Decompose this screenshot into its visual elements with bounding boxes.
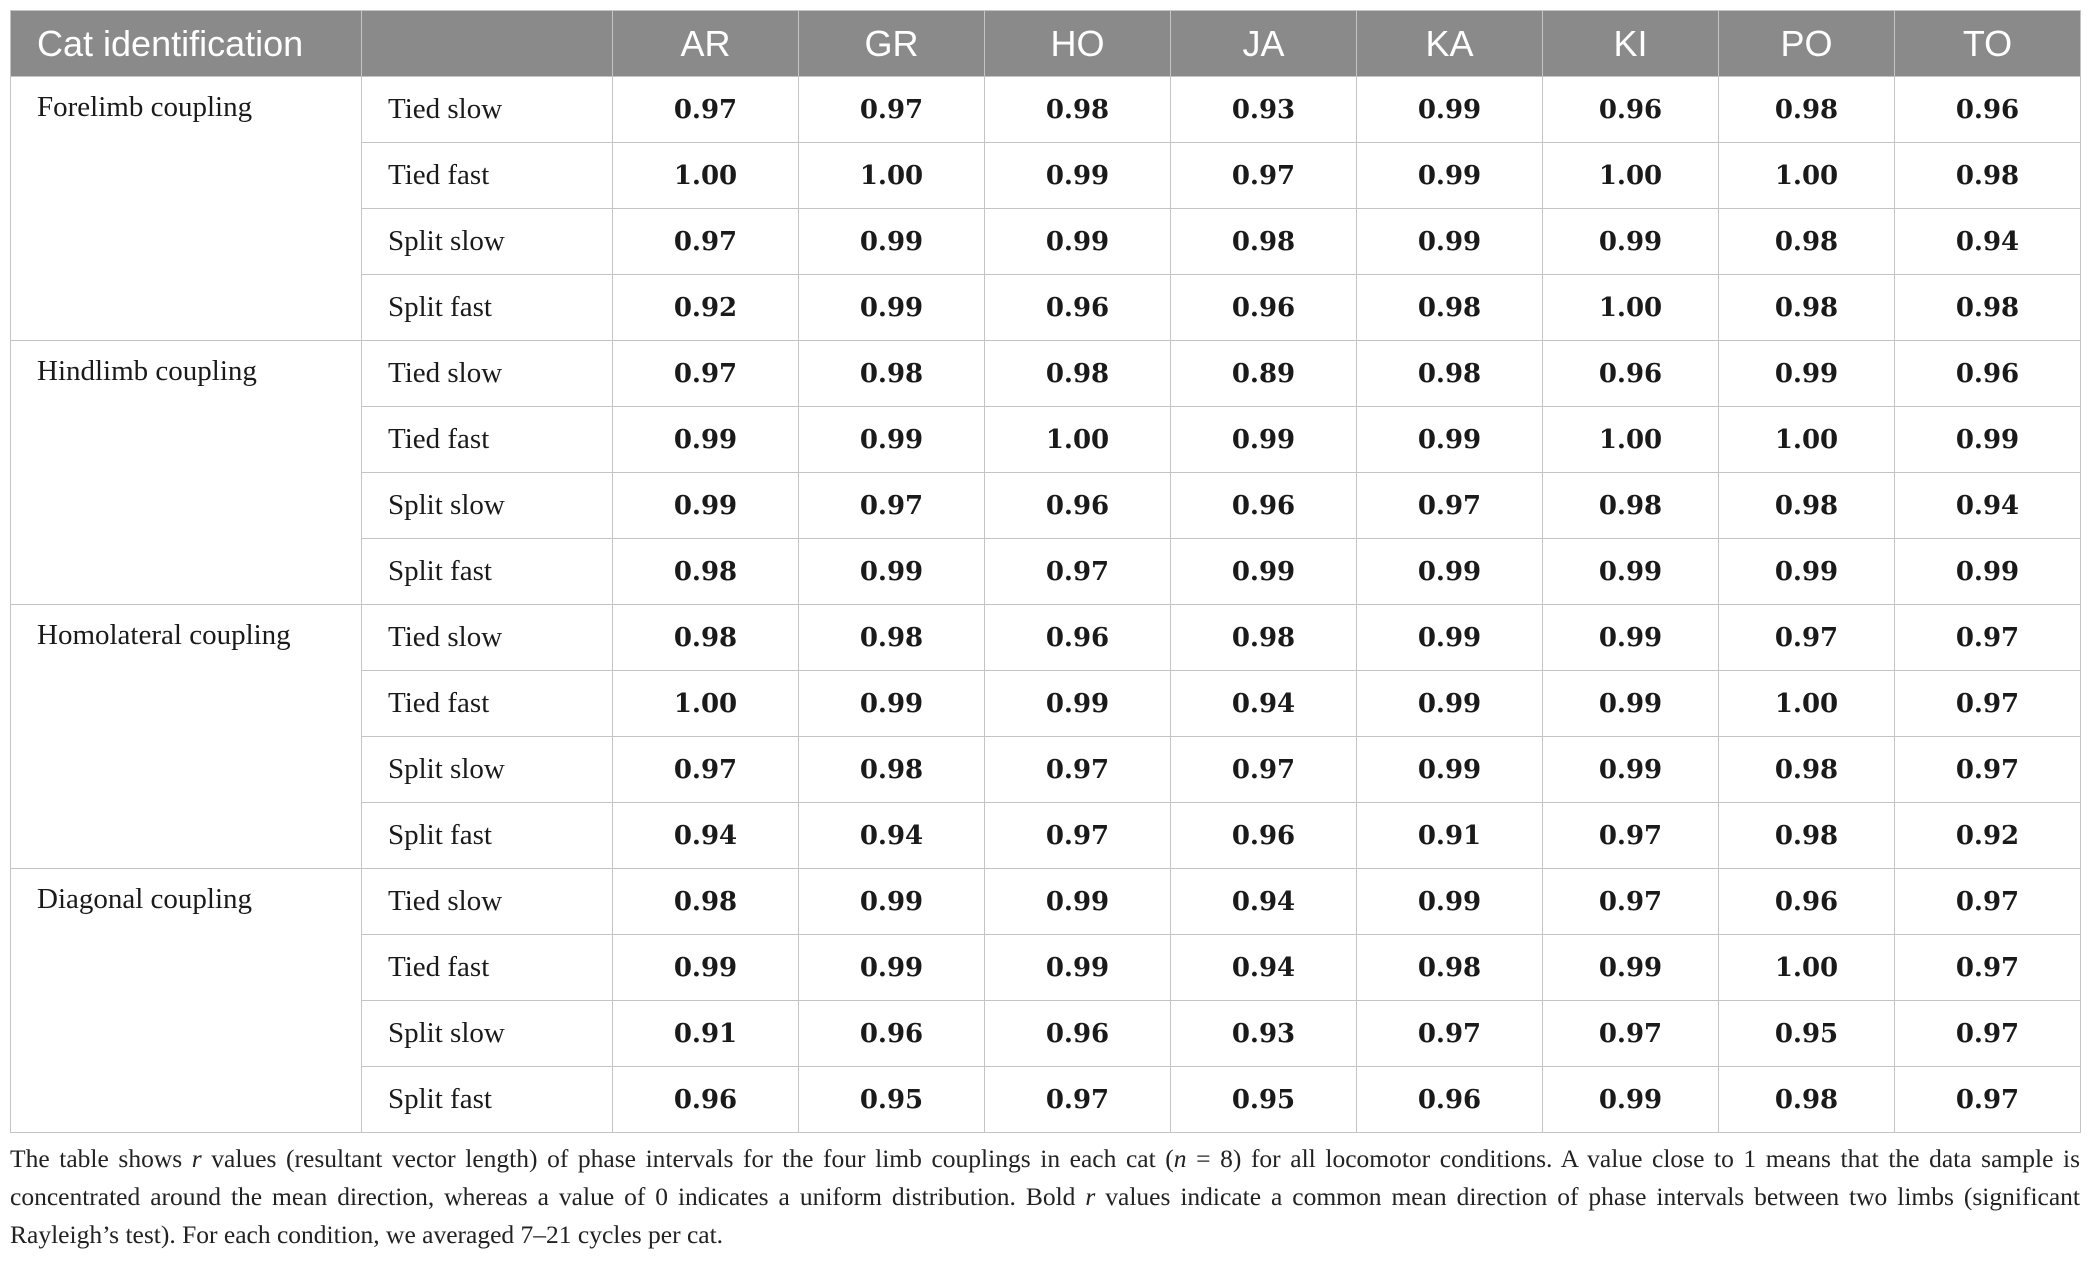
r-value-cell: 0.98 — [1357, 275, 1543, 341]
r-value-cell: 0.94 — [613, 803, 799, 869]
condition-label: Tied fast — [362, 935, 613, 1001]
r-value-cell: 0.99 — [799, 539, 985, 605]
table-row — [11, 605, 2081, 671]
table-container — [10, 10, 2080, 1133]
r-value-cell: 0.99 — [613, 935, 799, 1001]
table-row — [11, 869, 2081, 935]
r-value-cell: 0.97 — [985, 1067, 1171, 1133]
table-row — [11, 341, 2081, 407]
r-value-cell: 0.98 — [613, 869, 799, 935]
condition-label: Split slow — [362, 737, 613, 803]
r-value-cell: 0.95 — [1171, 1067, 1357, 1133]
coupling-group-label: Diagonal coupling — [11, 869, 362, 1133]
r-value-cell: 0.97 — [1357, 473, 1543, 539]
r-value-cell: 1.00 — [613, 143, 799, 209]
r-value-cell: 0.99 — [1543, 209, 1719, 275]
r-value-cell: 0.99 — [1357, 737, 1543, 803]
r-value-cell: 1.00 — [613, 671, 799, 737]
r-value-cell: 0.99 — [799, 209, 985, 275]
r-value-cell: 0.99 — [1895, 407, 2081, 473]
r-value-cell: 0.96 — [1895, 77, 2081, 143]
r-value-cell: 0.97 — [613, 341, 799, 407]
caption-n-symbol: n — [1173, 1144, 1187, 1173]
coupling-group-label: Forelimb coupling — [11, 77, 362, 341]
r-value-cell: 0.99 — [799, 407, 985, 473]
r-value-cell: 0.99 — [1543, 605, 1719, 671]
coupling-group-label: Homolateral coupling — [11, 605, 362, 869]
header-row — [11, 11, 2081, 77]
r-value-cell: 0.99 — [985, 869, 1171, 935]
r-value-cell: 0.98 — [1895, 275, 2081, 341]
r-value-cell: 1.00 — [1719, 407, 1895, 473]
r-value-cell: 0.97 — [1895, 1001, 2081, 1067]
r-value-cell: 0.99 — [1719, 539, 1895, 605]
condition-label: Split fast — [362, 803, 613, 869]
r-value-cell: 1.00 — [1543, 275, 1719, 341]
r-value-cell: 0.98 — [1895, 143, 2081, 209]
r-value-cell: 0.91 — [613, 1001, 799, 1067]
condition-label: Split fast — [362, 539, 613, 605]
r-value-cell: 0.98 — [613, 539, 799, 605]
r-value-cell: 0.99 — [985, 143, 1171, 209]
r-value-cell: 0.97 — [613, 737, 799, 803]
header-cat: HO — [985, 11, 1171, 77]
r-value-cell: 0.95 — [799, 1067, 985, 1133]
r-value-cell: 0.98 — [1719, 209, 1895, 275]
r-value-cell: 0.97 — [1543, 803, 1719, 869]
condition-label: Tied fast — [362, 671, 613, 737]
r-value-cell: 0.99 — [1357, 143, 1543, 209]
r-value-cell: 1.00 — [985, 407, 1171, 473]
r-value-cell: 0.96 — [1895, 341, 2081, 407]
r-value-cell: 0.98 — [1719, 803, 1895, 869]
r-value-cell: 0.94 — [1895, 473, 2081, 539]
r-value-cell: 0.96 — [799, 1001, 985, 1067]
table-body — [11, 77, 2081, 1133]
r-value-cell: 0.97 — [613, 77, 799, 143]
r-value-cell: 0.96 — [1171, 275, 1357, 341]
condition-label: Tied fast — [362, 143, 613, 209]
r-value-cell: 0.96 — [1543, 77, 1719, 143]
r-value-cell: 0.94 — [1171, 869, 1357, 935]
r-value-cell: 0.99 — [1357, 77, 1543, 143]
r-value-cell: 0.99 — [799, 671, 985, 737]
header-cat: AR — [613, 11, 799, 77]
r-value-cell: 0.99 — [613, 473, 799, 539]
r-value-cell: 0.98 — [1719, 77, 1895, 143]
r-value-cell: 0.99 — [1357, 605, 1543, 671]
r-value-cell: 1.00 — [799, 143, 985, 209]
caption-text: The table shows — [10, 1144, 192, 1173]
r-value-cell: 0.96 — [985, 605, 1171, 671]
r-value-cell: 0.99 — [1719, 341, 1895, 407]
condition-label: Tied slow — [362, 869, 613, 935]
header-corner: Cat identification — [11, 11, 362, 77]
condition-label: Tied slow — [362, 341, 613, 407]
r-value-cell: 0.89 — [1171, 341, 1357, 407]
condition-label: Split slow — [362, 1001, 613, 1067]
r-value-cell: 0.98 — [985, 77, 1171, 143]
table-caption — [10, 1140, 2080, 1254]
r-value-cell: 0.97 — [613, 209, 799, 275]
r-value-cell: 0.91 — [1357, 803, 1543, 869]
header-cat: KI — [1543, 11, 1719, 77]
r-value-cell: 0.99 — [1895, 539, 2081, 605]
r-value-cell: 0.99 — [1543, 737, 1719, 803]
r-value-cell: 0.97 — [1171, 143, 1357, 209]
r-value-cell: 0.97 — [985, 539, 1171, 605]
r-value-cell: 0.93 — [1171, 77, 1357, 143]
condition-label: Split fast — [362, 1067, 613, 1133]
r-value-cell: 0.94 — [1171, 671, 1357, 737]
condition-label: Tied slow — [362, 77, 613, 143]
r-value-cell: 0.96 — [985, 275, 1171, 341]
header-cat: TO — [1895, 11, 2081, 77]
r-value-cell: 0.97 — [985, 803, 1171, 869]
r-value-cell: 0.98 — [613, 605, 799, 671]
r-value-cell: 0.99 — [985, 671, 1171, 737]
r-value-cell: 1.00 — [1719, 671, 1895, 737]
r-value-cell: 0.98 — [799, 737, 985, 803]
r-value-cell: 0.98 — [1719, 473, 1895, 539]
r-value-cell: 0.96 — [1357, 1067, 1543, 1133]
r-value-cell: 0.97 — [1895, 1067, 2081, 1133]
r-value-cell: 0.99 — [1357, 869, 1543, 935]
r-value-cell: 0.99 — [1171, 407, 1357, 473]
r-value-cell: 0.99 — [1543, 671, 1719, 737]
r-value-cell: 0.98 — [1171, 605, 1357, 671]
r-value-cell: 0.98 — [799, 341, 985, 407]
r-value-cell: 0.98 — [1357, 341, 1543, 407]
condition-label: Split slow — [362, 473, 613, 539]
r-value-cell: 0.99 — [799, 935, 985, 1001]
r-value-cell: 0.97 — [985, 737, 1171, 803]
r-value-cell: 0.99 — [613, 407, 799, 473]
r-value-cell: 0.99 — [1357, 407, 1543, 473]
condition-label: Split fast — [362, 275, 613, 341]
r-value-cell: 0.99 — [1543, 539, 1719, 605]
r-value-cell: 0.98 — [1357, 935, 1543, 1001]
header-cat: PO — [1719, 11, 1895, 77]
r-value-cell: 0.97 — [1543, 869, 1719, 935]
coupling-group-label: Hindlimb coupling — [11, 341, 362, 605]
r-value-cell: 1.00 — [1719, 143, 1895, 209]
r-value-cell: 0.92 — [613, 275, 799, 341]
r-value-cell: 0.98 — [1719, 275, 1895, 341]
r-value-cell: 0.96 — [1171, 473, 1357, 539]
r-value-cell: 0.97 — [1543, 1001, 1719, 1067]
r-value-cell: 0.99 — [1357, 209, 1543, 275]
r-value-cell: 0.99 — [985, 209, 1171, 275]
r-value-cell: 0.96 — [985, 473, 1171, 539]
r-value-cell: 0.92 — [1895, 803, 2081, 869]
table-row — [11, 77, 2081, 143]
r-value-cell: 0.97 — [799, 77, 985, 143]
r-value-cell: 0.97 — [799, 473, 985, 539]
r-value-cell: 0.98 — [1171, 209, 1357, 275]
header-cat: GR — [799, 11, 985, 77]
r-value-cell: 1.00 — [1543, 407, 1719, 473]
r-value-cell: 0.94 — [1171, 935, 1357, 1001]
condition-label: Split slow — [362, 209, 613, 275]
r-value-cell: 0.98 — [1719, 1067, 1895, 1133]
r-value-cell: 0.97 — [1895, 935, 2081, 1001]
r-value-cell: 0.97 — [1895, 869, 2081, 935]
r-value-cell: 0.99 — [1357, 671, 1543, 737]
r-value-cell: 1.00 — [1543, 143, 1719, 209]
r-value-cell: 0.98 — [1719, 737, 1895, 803]
r-value-cell: 0.99 — [1357, 539, 1543, 605]
r-value-cell: 0.97 — [1719, 605, 1895, 671]
r-value-cell: 0.97 — [1895, 605, 2081, 671]
caption-text: = 8) for all locomotor conditions. A value close to 1 means that the data sample is concentrated around the mean direction, whereas a value of 0 indicates a uniform distribution. Bold — [10, 1144, 2081, 1211]
r-value-cell: 0.94 — [799, 803, 985, 869]
caption-r-symbol: r — [191, 1144, 202, 1173]
r-value-cell: 0.96 — [613, 1067, 799, 1133]
r-value-cell: 0.96 — [1719, 869, 1895, 935]
r-value-cell: 0.97 — [1895, 737, 2081, 803]
r-value-cell: 0.96 — [1543, 341, 1719, 407]
caption-r-symbol: r — [1085, 1182, 1096, 1211]
r-value-cell: 0.97 — [1895, 671, 2081, 737]
r-value-cell: 0.99 — [799, 869, 985, 935]
r-value-cell: 1.00 — [1719, 935, 1895, 1001]
r-value-cell: 0.98 — [799, 605, 985, 671]
r-value-cell: 0.98 — [1543, 473, 1719, 539]
r-value-cell: 0.96 — [985, 1001, 1171, 1067]
r-value-cell: 0.95 — [1719, 1001, 1895, 1067]
condition-label: Tied slow — [362, 605, 613, 671]
r-value-cell: 0.99 — [799, 275, 985, 341]
condition-label: Tied fast — [362, 407, 613, 473]
r-value-cell: 0.99 — [1543, 1067, 1719, 1133]
r-value-cell: 0.99 — [1543, 935, 1719, 1001]
coupling-table — [10, 10, 2081, 1133]
r-value-cell: 0.99 — [1171, 539, 1357, 605]
r-value-cell: 0.96 — [1171, 803, 1357, 869]
r-value-cell: 0.93 — [1171, 1001, 1357, 1067]
r-value-cell: 0.97 — [1171, 737, 1357, 803]
r-value-cell: 0.99 — [985, 935, 1171, 1001]
caption-text: values indicate a common mean direction of phase intervals between two limbs (significant Rayleigh’s test). For each condition, we averaged 7–21 cycles per cat. — [10, 1182, 2080, 1249]
r-value-cell: 0.94 — [1895, 209, 2081, 275]
r-value-cell: 0.97 — [1357, 1001, 1543, 1067]
caption-text: values (resultant vector length) of phase intervals for the four limb couplings in each cat ( — [201, 1144, 1174, 1173]
r-value-cell: 0.98 — [985, 341, 1171, 407]
header-condition-blank — [362, 11, 613, 77]
header-cat: KA — [1357, 11, 1543, 77]
header-cat: JA — [1171, 11, 1357, 77]
